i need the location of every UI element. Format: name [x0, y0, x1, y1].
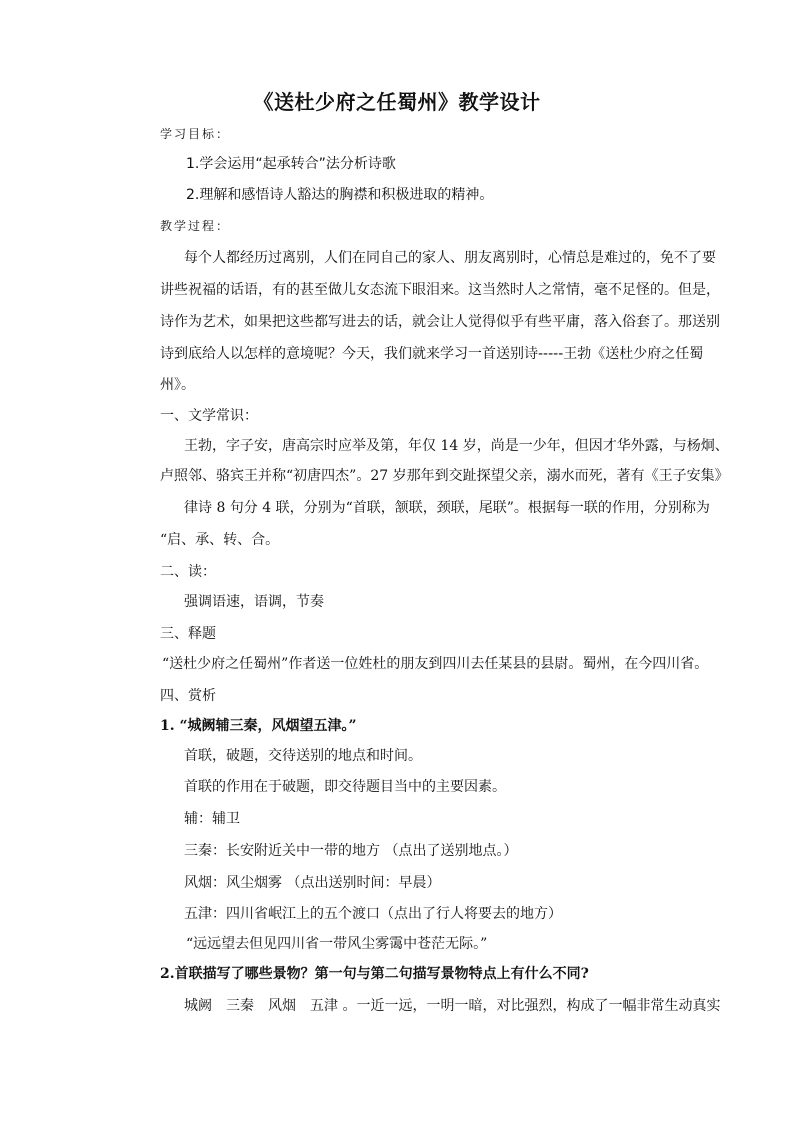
paragraph-line: 律诗 8 句分 4 联，分别为“首联，颔联，颈联，尾联”。根据每一联的作用，分别称为 [184, 500, 710, 516]
goals-label: 学习目标： [160, 127, 231, 141]
paragraph-line: 三秦：长安附近关中一带的地方 （点出了送别地点。） [184, 843, 518, 859]
intro-paragraph-line: 州》。 [160, 377, 195, 393]
intro-paragraph-line: 诗到底给人以怎样的意境呢？今天，我们就来学习一首送别诗-----王勃《送杜少府之任蜀 [160, 346, 704, 362]
paragraph-line: “远远望去但见四川省一带风尘雾霭中苍茫无际。” [186, 936, 488, 952]
paragraph-line: 首联的作用在于破题，即交待题目当中的主要因素。 [184, 779, 506, 795]
goal-item: 1.学会运用“起承转合”法分析诗歌 [186, 156, 396, 172]
paragraph-line: 首联，破题，交待送别的地点和时间。 [184, 748, 422, 764]
paragraph-line: 辅：辅卫 [184, 811, 240, 827]
paragraph-line: 卢照邻、骆宾王并称“初唐四杰”。27 岁那年到交趾探望父亲，溺水而死，著有《王子安集》 [160, 468, 729, 484]
intro-paragraph-line: 诗作为艺术，如果把这些都写进去的话，就会让人觉得似乎有些平庸，落入俗套了。那送别 [160, 314, 720, 330]
question-heading: 1. “城阙辅三秦，风烟望五津。” [160, 718, 357, 734]
paragraph-line: 风烟：风尘烟雾 （点出送别时间：早晨） [184, 875, 441, 891]
section-heading: 一、文学常识： [160, 408, 258, 424]
process-label: 教学过程： [160, 219, 231, 233]
section-heading: 三、释题 [160, 626, 216, 642]
page-title: 《送杜少府之任蜀州》教学设计 [253, 90, 541, 114]
paragraph-line: 王勃，字子安，唐高宗时应举及第，年仅 14 岁，尚是一少年，但因才华外露，与杨炯、 [184, 438, 729, 454]
paragraph-line: 城阙 三秦 风烟 五津 。一近一远，一明一暗，对比强烈，构成了一幅非常生动真实 [184, 998, 721, 1014]
section-heading: 四、赏析 [160, 688, 216, 704]
paragraph-line: 五津：四川省岷江上的五个渡口（点出了行人将要去的地方） [184, 906, 562, 922]
paragraph-line: “送杜少府之任蜀州”作者送一位姓杜的朋友到四川去任某县的县尉。蜀州，在今四川省。 [162, 656, 709, 672]
intro-paragraph-line: 每个人都经历过离别，人们在同自己的家人、朋友离别时，心情总是难过的，免不了要 [184, 250, 716, 266]
paragraph-line: 强调语速，语调，节奏 [184, 594, 324, 610]
section-heading: 二、读： [160, 564, 216, 580]
goal-item: 2.理解和感悟诗人豁达的胸襟和积极进取的精神。 [186, 187, 494, 203]
intro-paragraph-line: 讲些祝福的话语，有的甚至做儿女态流下眼泪来。这当然时人之常情，毫不足怪的。但是， [160, 282, 720, 298]
question-heading: 2.首联描写了哪些景物？第一句与第二句描写景物特点上有什么不同? [160, 966, 589, 982]
paragraph-line: “启、承、转、合。 [160, 532, 280, 548]
